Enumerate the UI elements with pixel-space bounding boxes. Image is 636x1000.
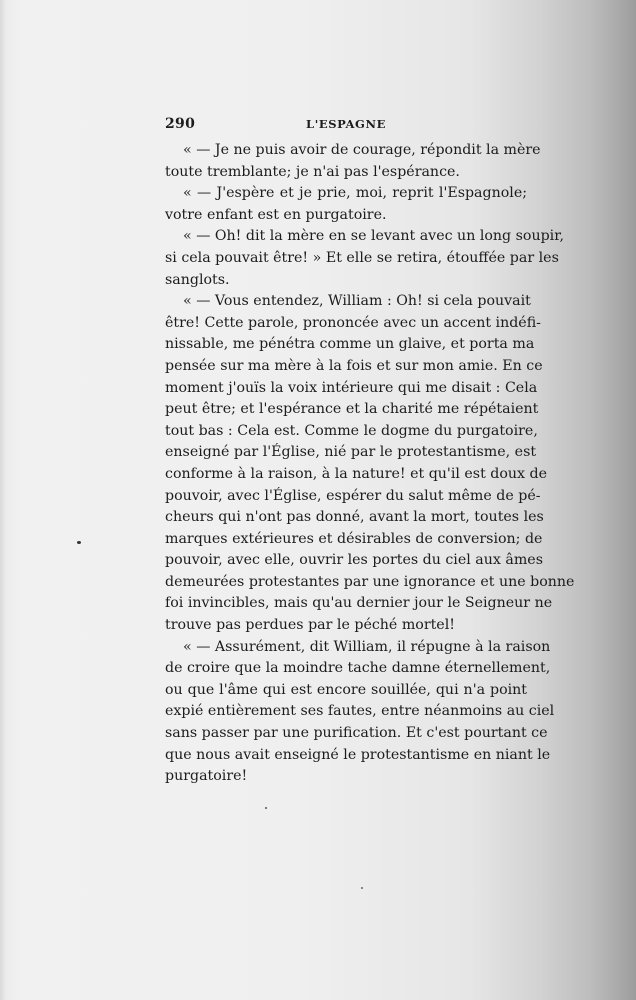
text-line: purgatoire! (165, 768, 248, 785)
text-line: de croire que la moindre tache damne éternellement, (165, 660, 551, 677)
text-line: pouvoir, avec l'Église, espérer du salut même de pé- (165, 487, 541, 504)
text-line: toute tremblante; je n'ai pas l'espérance. (165, 163, 460, 180)
text-line: nissable, me pénétra comme un glaive, et porta ma (165, 336, 535, 353)
text-line: sans passer par une purification. Et c'est pourtant ce (165, 725, 548, 742)
text-line: demeurées protestantes par une ignorance et une bonne (165, 573, 575, 590)
text-line: « — Je ne puis avoir de courage, répondit la mère (183, 142, 541, 158)
text-line: pouvoir, avec elle, ouvrir les portes du ciel aux âmes (165, 552, 543, 569)
text-line: peut être; et l'espérance et la charité me répétaient (165, 401, 539, 418)
text-line: foi invincibles, mais qu'au dernier jour le Seigneur ne (165, 595, 553, 612)
text-line: moment j'ouïs la voix intérieure qui me disait : Cela (165, 379, 538, 396)
page-number: 290 (165, 116, 196, 132)
text-line: ou que l'âme qui est encore souillée, qui n'a point (165, 681, 527, 698)
text-line: marques extérieures et désirables de conversion; de (165, 530, 543, 547)
text-line: être! Cette parole, prononcée avec un accent indéfi- (165, 314, 541, 331)
text-line: « — J'espère et je prie, moi, reprit l'Espagnole; (183, 185, 527, 202)
text-line: trouve pas perdues par le péché mortel! (165, 617, 455, 634)
text-line: « — Vous entendez, William : Oh! si cela pouvait (183, 293, 531, 310)
text-line: si cela pouvait être! » Et elle se retira, étouffée par les (165, 249, 559, 266)
text-line: que nous avait enseigné le protestantisme en niant le (165, 746, 551, 763)
ink-speck (361, 887, 363, 889)
text-line: tout bas : Cela est. Comme le dogme du purgatoire, (165, 422, 538, 439)
text-line: cheurs qui n'ont pas donné, avant la mort, toutes les (165, 509, 544, 526)
ink-speck (77, 541, 81, 544)
text-line: votre enfant est en purgatoire. (165, 206, 387, 223)
text-line: « — Oh! dit la mère en se levant avec un long soupir, (183, 228, 564, 245)
text-line: « — Assurément, dit William, il répugne à la raison (183, 638, 551, 655)
text-line: expié entièrement ses fautes, entre néanmoins au ciel (165, 703, 555, 720)
body-text (165, 140, 575, 788)
ink-speck (265, 807, 267, 809)
text-line: enseigné par l'Église, nié par le protestantisme, est (165, 444, 537, 461)
text-line: pensée sur ma mère à la fois et sur mon amie. En ce (165, 357, 543, 374)
text-line: conforme à la raison, à la nature! et qu'il est doux de (165, 465, 548, 482)
page-header (165, 116, 527, 136)
text-line: sanglots. (165, 271, 230, 288)
running-title: L'ESPAGNE (306, 117, 386, 131)
